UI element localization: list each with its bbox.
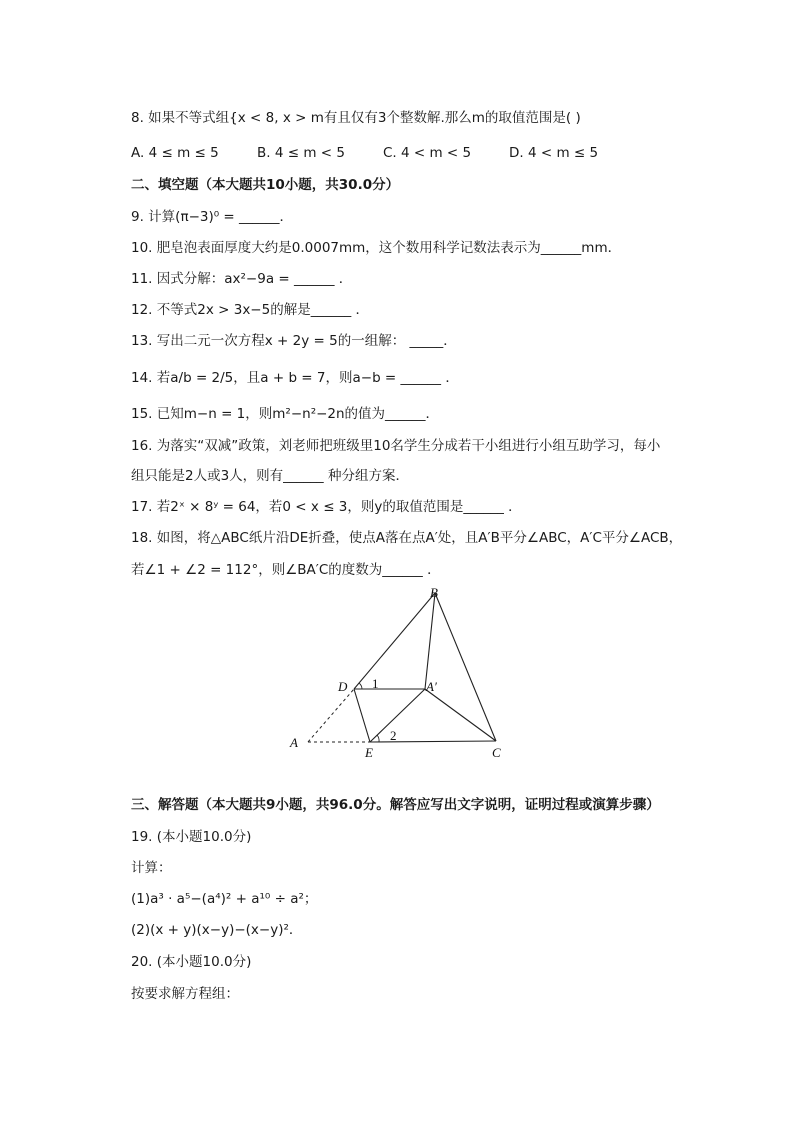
label-d: D xyxy=(338,679,348,694)
question-18-line1: 18. 如图，将△ABC纸片沿DE折叠，使点A落在点A′处，且A′B平分∠ABC，A′C平分∠ACB， xyxy=(131,530,683,546)
option-a: A. 4 ≤ m ≤ 5 xyxy=(131,145,219,161)
angle-1-arc xyxy=(359,683,362,689)
label-b: B xyxy=(430,585,438,600)
dashed-ad xyxy=(308,689,354,742)
question-18-line2: 若∠1 + ∠2 = 112°，则∠BA′C的度数为______ ． xyxy=(131,562,441,578)
label-c: C xyxy=(492,745,501,760)
question-17: 17. 若2ˣ × 8ʸ = 64，若0 < x ≤ 3，则y的取值范围是______ ． xyxy=(131,499,522,515)
angle-2-arc xyxy=(377,735,379,742)
label-a: A xyxy=(290,735,298,750)
triangle-fold-figure xyxy=(280,585,520,765)
question-12: 12. 不等式2x > 3x−5的解是______ ． xyxy=(131,302,370,318)
question-19-prompt: 计算： xyxy=(131,860,172,876)
question-20-prompt: 按要求解方程组： xyxy=(131,986,239,1002)
question-15: 15. 已知m−n = 1，则m²−n²−2n的值为______． xyxy=(131,406,440,422)
side-ec xyxy=(370,741,496,742)
question-13: 13. 写出二元一次方程x + 2y = 5的一组解： _____． xyxy=(131,333,457,349)
option-d: D. 4 < m ≤ 5 xyxy=(509,145,599,161)
question-14: 14. 若a/b = 2/5，且a + b = 7，则a−b = ______ ． xyxy=(131,370,459,386)
label-a-prime: A′ xyxy=(426,679,437,694)
question-9: 9. 计算(π−3)⁰ = ______． xyxy=(131,209,294,225)
label-angle-2: 2 xyxy=(390,728,397,743)
question-19-part2: (2)(x + y)(x−y)−(x−y)²． xyxy=(131,922,303,938)
question-8-text: 8. 如果不等式组{x < 8, x > m有且仅有3个整数解.那么m的取值范围是( ) xyxy=(131,110,581,126)
label-e: E xyxy=(365,745,373,760)
question-19-part1: (1)a³ · a⁵−(a⁴)² + a¹⁰ ÷ a²； xyxy=(131,891,318,907)
section-solve-heading: 三、解答题（本大题共9小题，共96.0分。解答应写出文字说明，证明过程或演算步骤） xyxy=(131,797,660,813)
side-db xyxy=(354,593,435,689)
segment-ab xyxy=(425,593,435,689)
question-11: 11. 因式分解：ax²−9a = ______ ． xyxy=(131,271,353,287)
crease-de xyxy=(354,689,370,742)
question-16-line2: 组只能是2人或3人，则有______ 种分组方案． xyxy=(131,468,409,484)
question-16-line1: 16. 为落实“双减”政策，刘老师把班级里10名学生分成若干小组进行小组互助学习，每小 xyxy=(131,438,661,454)
option-c: C. 4 < m < 5 xyxy=(383,145,472,161)
label-angle-1: 1 xyxy=(372,676,379,691)
question-20-header: 20. (本小题10.0分) xyxy=(131,954,252,970)
question-19-header: 19. (本小题10.0分) xyxy=(131,829,252,845)
question-10: 10. 肥皂泡表面厚度大约是0.0007mm，这个数用科学记数法表示为______mm． xyxy=(131,240,622,256)
section-fill-heading: 二、填空题（本大题共10小题，共30.0分） xyxy=(131,177,400,193)
segment-ea xyxy=(370,689,425,742)
option-b: B. 4 ≤ m < 5 xyxy=(257,145,345,161)
